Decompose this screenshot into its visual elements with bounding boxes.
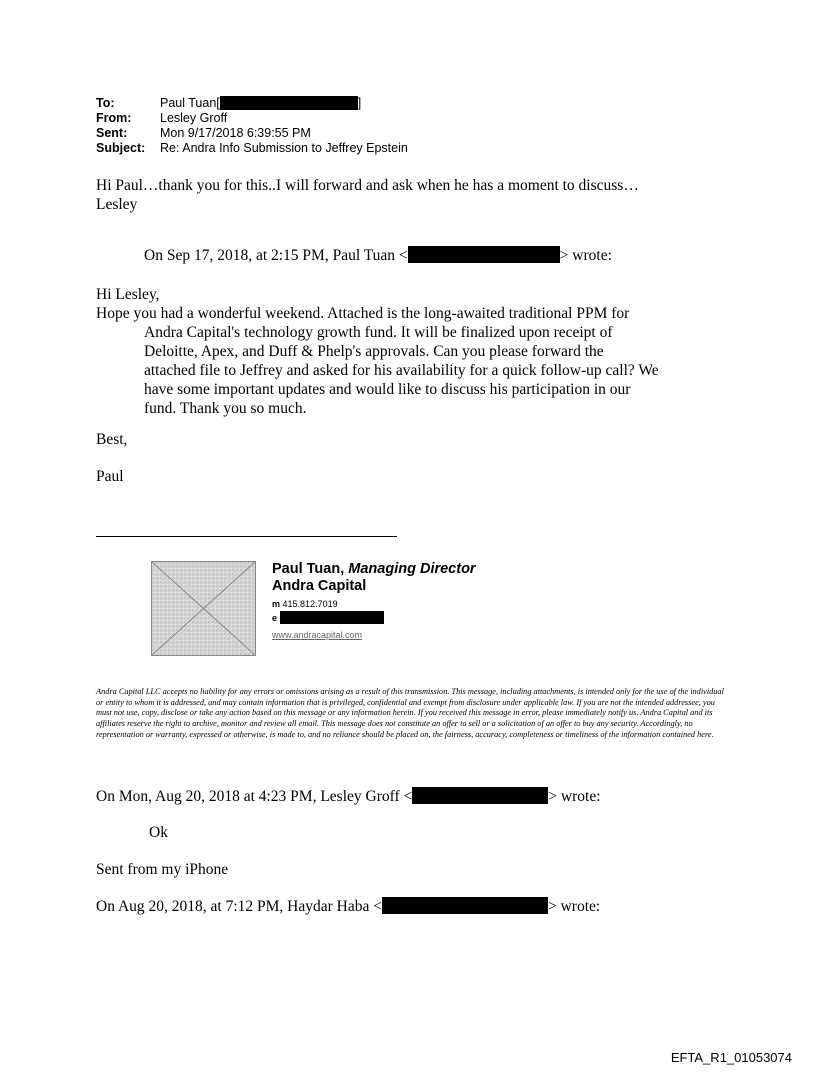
from-value: Lesley Groff: [160, 111, 228, 125]
to-close: ]: [357, 96, 362, 110]
quote-intro: [96, 788, 601, 806]
quote-intro-end: > wrote:: [548, 788, 601, 805]
to-value: [160, 96, 361, 111]
redaction-bar: [408, 246, 560, 263]
quoted-sender-name: Paul: [96, 468, 124, 485]
redaction-bar: [220, 96, 358, 110]
to-name: Paul Tuan[: [160, 96, 220, 110]
website-link[interactable]: www.andracapital.com: [272, 630, 363, 640]
quoted-closing: Best,: [96, 431, 128, 448]
from-label: From:: [96, 111, 132, 125]
quoted-line: have some important updates and would like to discuss his participation in our: [144, 381, 631, 398]
email-label: e: [272, 613, 278, 623]
reply-line: Hi Paul…thank you for this..I will forward and ask when he has a moment to discuss…: [96, 177, 639, 194]
quote-intro: [96, 898, 600, 916]
legal-disclaimer: Andra Capital LLC accepts no liability for any errors or omissions arising as a result of this transmission. This message, including attachments, is intended only for the use of the individual or entity to whom it is addressed, and may contain information that is privileged, confidential and exempt from disclosure under applicable law. If you are not the intended addressee, you must not use, copy, disclose or take any action based on this message or any information herein. If you received this message in error, please immediately notify us. Andra Capital and its affiliates reserve the right to archive, monitor and review all email. This message does not constitute an offer to sell or a solicitation of an offer to buy any security. Accordingly, no representation or warranty, expressed or otherwise, is made to, and no reliance should be placed on, the fairness, accuracy, completeness or timeliness of the information contained here.: [96, 687, 724, 739]
signature-title: Managing Director: [348, 561, 476, 577]
quote-intro-text: On Sep 17, 2018, at 2:15 PM, Paul Tuan <: [144, 247, 408, 264]
quoted-greeting: Hi Lesley,: [96, 286, 160, 303]
broken-image-icon: [152, 562, 255, 655]
quote-intro-end: > wrote:: [548, 898, 601, 915]
quoted-line: Deloitte, Apex, and Duff & Phelp's approvals. Can you please forward the: [144, 343, 604, 360]
signature-image-placeholder: [151, 561, 256, 656]
quote-intro-end: > wrote:: [559, 247, 612, 264]
redaction-bar: [382, 897, 548, 914]
signature-mobile: [272, 599, 338, 609]
quoted-line: attached file to Jeffrey and asked for his availability for a quick follow-up call? We: [144, 362, 659, 379]
bates-number: EFTA_R1_01053074: [670, 1050, 792, 1065]
sent-label: Sent:: [96, 126, 128, 140]
reply-signoff: Lesley: [96, 196, 138, 213]
quote-intro-text: On Aug 20, 2018, at 7:12 PM, Haydar Haba <: [96, 898, 382, 915]
signature-company: Andra Capital: [272, 578, 367, 594]
subject-value: Re: Andra Info Submission to Jeffrey Epstein: [160, 141, 408, 155]
quote-intro-text: On Mon, Aug 20, 2018 at 4:23 PM, Lesley Groff <: [96, 788, 413, 805]
signature-name-text: Paul Tuan,: [272, 561, 349, 577]
quoted-line: Andra Capital's technology growth fund. It will be finalized upon receipt of: [144, 324, 613, 341]
quoted-message-body: Ok: [149, 824, 168, 841]
quoted-message: [96, 285, 659, 418]
reply-body: [96, 176, 639, 214]
quote-intro: [144, 247, 612, 265]
mobile-number: 415.812.7019: [282, 599, 338, 609]
signature-name: [272, 561, 476, 577]
subject-label: Subject:: [96, 141, 146, 155]
signature-email: [272, 613, 384, 624]
redaction-bar: [280, 611, 384, 624]
sent-value: Mon 9/17/2018 6:39:55 PM: [160, 126, 311, 140]
to-label: To:: [96, 96, 115, 110]
quoted-line: Hope you had a wonderful weekend. Attached is the long-awaited traditional PPM for: [96, 305, 630, 322]
redaction-bar: [412, 787, 548, 804]
signature-divider: [96, 536, 397, 537]
quoted-device-footer: Sent from my iPhone: [96, 861, 229, 878]
quoted-line: fund. Thank you so much.: [144, 400, 307, 417]
mobile-label: m: [272, 599, 281, 609]
